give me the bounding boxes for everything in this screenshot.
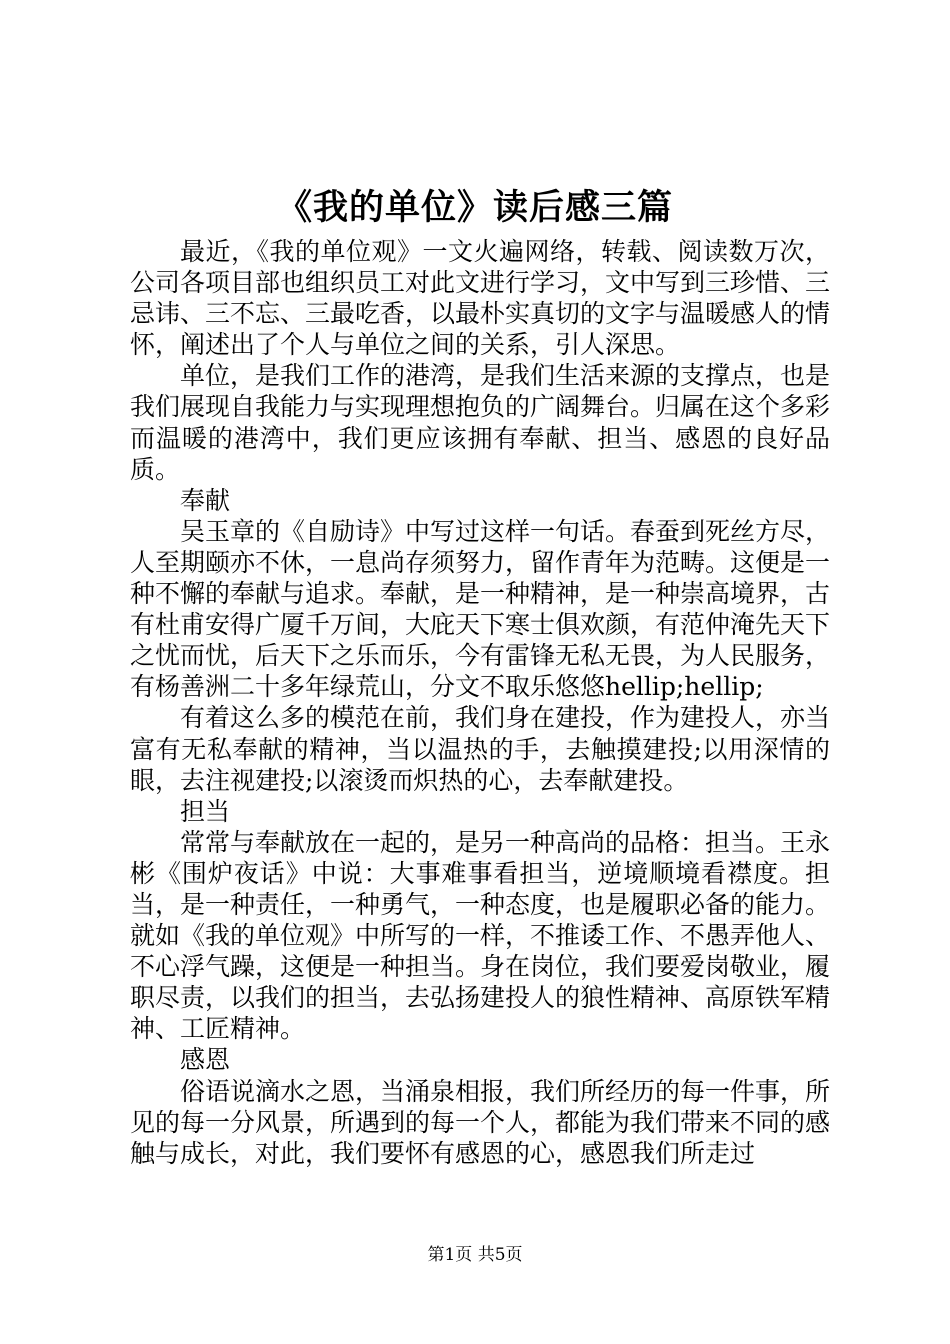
section-heading-dedication: 奉献 xyxy=(180,485,231,515)
section-heading-responsibility: 担当 xyxy=(180,796,231,826)
paragraph-intro: 最近，《我的单位观》一文火遍网络，转载、阅读数万次，公司各项目部也组织员工对此文进行学习，文中写到三珍惜、三忌讳、三不忘、三最吃香，以最朴实真切的文字与温暖感人的情怀，阐述出了个人与单位之间的关系，引人深思。 xyxy=(130,237,831,360)
document-title: 《我的单位》读后感三篇 xyxy=(276,187,673,228)
paragraph-gratitude: 俗语说滴水之恩，当涌泉相报，我们所经历的每一件事，所见的每一分风景，所遇到的每一个人，都能为我们带来不同的感触与成长，对此，我们要怀有感恩的心，感恩我们所走过 xyxy=(130,1076,831,1168)
paragraph-responsibility: 常常与奉献放在一起的，是另一种高尚的品格：担当。王永彬《围炉夜话》中说：大事难事看担当，逆境顺境看襟度。担当，是一种责任，一种勇气，一种态度，也是履职必备的能力。就如《我的单位观》中所写的一样，不推诿工作、不愚弄他人、不心浮气躁，这便是一种担当。身在岗位，我们要爱岗敬业，履职尽责，以我们的担当，去弘扬建投人的狼性精神、高原铁军精神、工匠精神。 xyxy=(130,827,831,1044)
paragraph-dedication-2: 有着这么多的模范在前，我们身在建投，作为建投人，亦当富有无私奉献的精神，当以温热的手，去触摸建投;以用深情的眼，去注视建投;以滚烫而炽热的心，去奉献建投。 xyxy=(130,703,831,795)
page-footer: 第1页 共5页 xyxy=(427,1245,523,1265)
document-body xyxy=(130,236,830,1169)
paragraph-dedication-1: 吴玉章的《自励诗》中写过这样一句话。春蚕到死丝方尽，人至期颐亦不休，一息尚存须努力，留作青年为范畴。这便是一种不懈的奉献与追求。奉献，是一种精神，是一种崇高境界，古有杜甫安得广厦千万间，大庇天下寒士俱欢颜，有范仲淹先天下之忧而忧，后天下之乐而乐，今有雷锋无私无畏，为人民服务，有杨善洲二十多年绿荒山，分文不取乐悠悠hellip;hellip; xyxy=(130,516,831,702)
section-heading-gratitude: 感恩 xyxy=(180,1045,231,1075)
paragraph-unit: 单位，是我们工作的港湾，是我们生活来源的支撑点，也是我们展现自我能力与实现理想抱负的广阔舞台。归属在这个多彩而温暖的港湾中，我们更应该拥有奉献、担当、感恩的良好品质。 xyxy=(130,361,831,484)
